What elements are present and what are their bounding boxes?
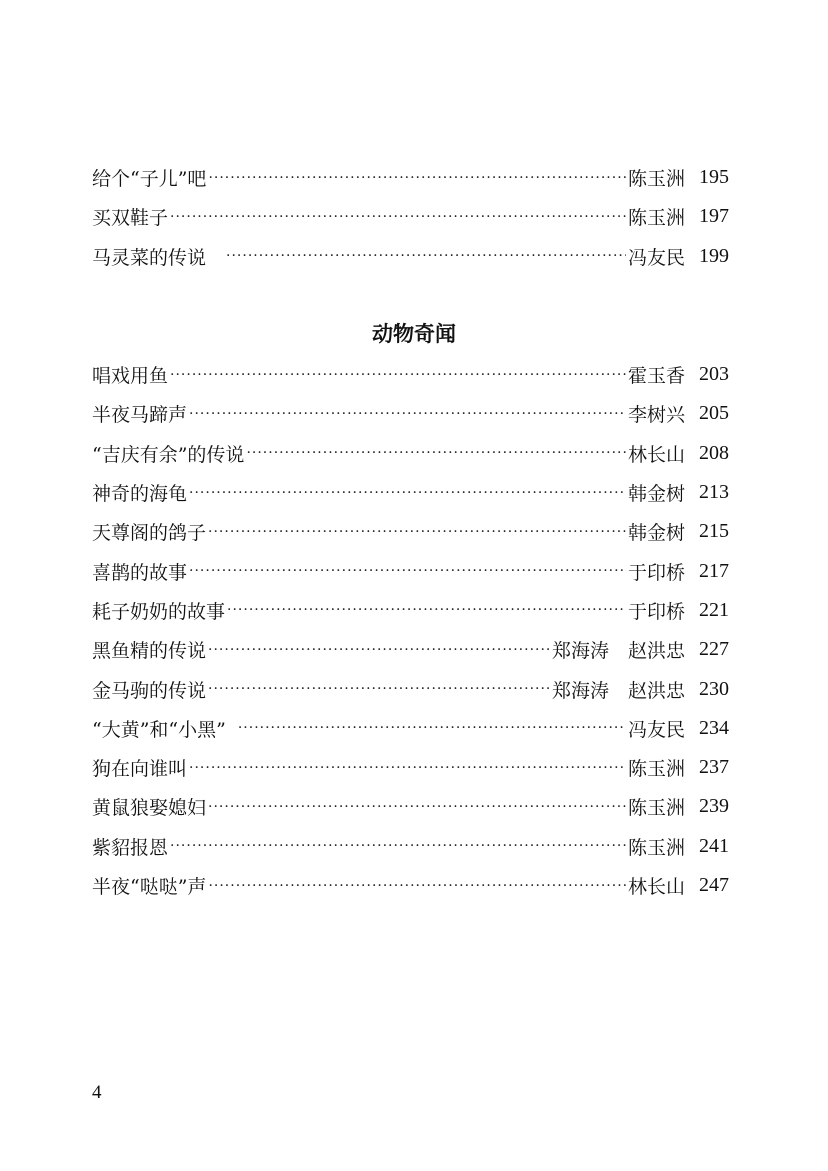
toc-entry-author: 陈玉洲 — [627, 207, 685, 230]
toc-entry-title: 耗子奶奶的故事 — [92, 600, 226, 623]
leader-dots — [208, 642, 550, 658]
leader-dots — [208, 799, 626, 815]
toc-entry-author: 于印桥 — [627, 600, 685, 623]
toc-entry[interactable] — [92, 630, 729, 669]
toc-entry-page: 195 — [699, 166, 729, 189]
toc-entry-title: 马灵菜的传说 — [92, 246, 207, 269]
leader-dots — [208, 524, 626, 540]
toc-entry-page: 217 — [699, 559, 729, 582]
toc-entry-author: 陈玉洲 — [627, 758, 685, 781]
toc-entry-author: 李树兴 — [627, 404, 685, 427]
leader-dots — [189, 760, 626, 776]
toc-entry-title: 喜鹊的故事 — [92, 561, 188, 584]
toc-entry-page: 208 — [699, 441, 729, 464]
page-number: 4 — [92, 1082, 102, 1103]
toc-entry[interactable] — [92, 434, 729, 473]
leader-dots — [170, 838, 626, 854]
toc-entry[interactable] — [92, 197, 729, 236]
toc-entry[interactable] — [92, 709, 729, 748]
toc-entry-title: 黄鼠狼娶媳妇 — [92, 797, 207, 820]
toc-entry-author: 于印桥 — [627, 561, 685, 584]
toc-entry-page: 241 — [699, 834, 729, 857]
toc-entry[interactable] — [92, 827, 729, 866]
toc-entry-title: 金马驹的传说 — [92, 679, 207, 702]
toc-entry[interactable] — [92, 787, 729, 826]
toc-entry-page: 230 — [699, 677, 729, 700]
leader-dots — [208, 681, 550, 697]
toc-entry-author: 冯友民 — [627, 718, 685, 741]
toc-entry-page: 227 — [699, 638, 729, 661]
toc-entry[interactable] — [92, 866, 729, 905]
leader-dots — [226, 248, 626, 264]
toc-entry-title: 半夜马蹄声 — [92, 404, 188, 427]
toc-entry-page: 197 — [699, 205, 729, 228]
toc-entry-author: 林长山 — [627, 876, 685, 898]
toc-entry[interactable] — [92, 394, 729, 433]
toc-entry[interactable] — [92, 591, 729, 630]
toc-entry[interactable] — [92, 237, 729, 276]
toc-entry-author: 林长山 — [627, 443, 685, 466]
toc-entry-author: 郑海涛 赵洪忠 — [551, 640, 685, 663]
toc-entry-title: 狗在向谁叫 — [92, 758, 188, 781]
toc-entry-title: 给个“子儿”吧 — [92, 168, 207, 191]
toc-entry-page: 199 — [699, 244, 729, 267]
toc-entry-page: 239 — [699, 795, 729, 818]
toc-entry-title: 黑鱼精的传说 — [92, 640, 207, 663]
leader-dots — [189, 563, 626, 579]
toc-entry-title: 紫貂报恩 — [92, 836, 169, 859]
leader-dots — [170, 367, 626, 383]
toc-entry-title: 半夜“哒哒”声 — [92, 876, 207, 898]
leader-dots — [208, 170, 626, 186]
toc-entry-author: 陈玉洲 — [627, 836, 685, 859]
toc-entry[interactable] — [92, 355, 729, 394]
toc-entry-page: 215 — [699, 520, 729, 543]
toc-list-continued — [92, 158, 729, 276]
section-heading: 动物奇闻 — [372, 322, 456, 346]
toc-list-animal-stories — [92, 355, 729, 905]
toc-entry-title: “大黄”和“小黑” — [92, 718, 226, 741]
leader-dots — [208, 878, 626, 894]
toc-entry-page: 237 — [699, 756, 729, 779]
toc-entry[interactable] — [92, 551, 729, 590]
toc-entry-author: 韩金树 — [627, 522, 685, 545]
toc-entry[interactable] — [92, 748, 729, 787]
toc-entry-page: 203 — [699, 363, 729, 386]
toc-entry-author: 陈玉洲 — [627, 797, 685, 820]
toc-entry-page: 213 — [699, 481, 729, 504]
toc-entry[interactable] — [92, 669, 729, 708]
leader-dots — [189, 406, 626, 422]
leader-dots — [246, 445, 626, 461]
toc-entry-title: 买双鞋子 — [92, 207, 169, 230]
toc-entry-page: 221 — [699, 598, 729, 621]
toc-entry-title: 天尊阁的鸽子 — [92, 522, 207, 545]
toc-entry[interactable] — [92, 473, 729, 512]
leader-dots — [227, 602, 626, 618]
toc-entry-author: 韩金树 — [627, 483, 685, 506]
toc-entry-page: 234 — [699, 716, 729, 739]
toc-entry-title: 唱戏用鱼 — [92, 365, 169, 388]
toc-entry-title: “吉庆有余”的传说 — [92, 443, 245, 466]
leader-dots — [189, 485, 626, 501]
toc-entry-page: 205 — [699, 402, 729, 425]
leader-dots — [238, 720, 626, 736]
toc-entry-title: 神奇的海龟 — [92, 483, 188, 506]
toc-entry-author: 郑海涛 赵洪忠 — [551, 679, 685, 702]
toc-entry-author: 霍玉香 — [627, 365, 685, 388]
toc-entry[interactable] — [92, 512, 729, 551]
toc-entry[interactable] — [92, 158, 729, 197]
toc-entry-author: 冯友民 — [627, 246, 685, 269]
leader-dots — [170, 209, 626, 225]
toc-entry-author: 陈玉洲 — [627, 168, 685, 191]
toc-entry-page: 247 — [699, 874, 729, 896]
